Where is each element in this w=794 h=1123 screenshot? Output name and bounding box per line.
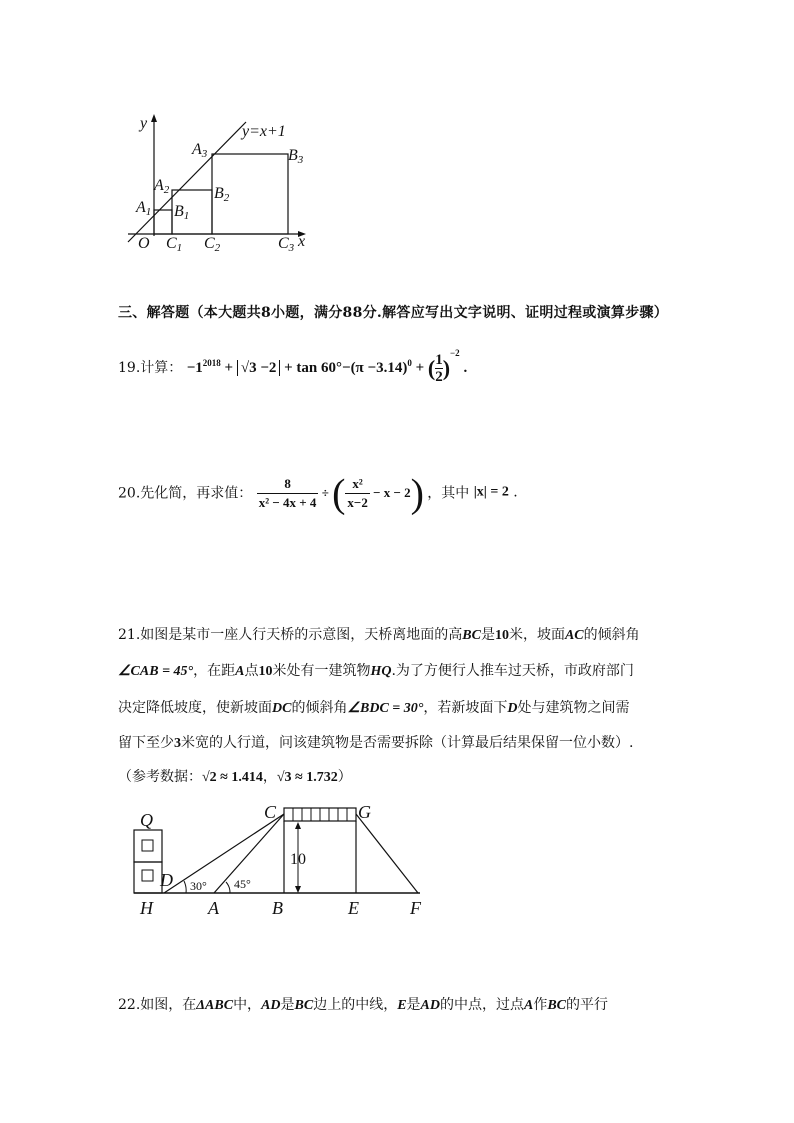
label-D: D [160, 870, 173, 890]
label-C3: C3 [278, 235, 295, 253]
angle-45-arc [226, 882, 230, 893]
q19-label: 19.计算： [118, 360, 183, 376]
window-icon [142, 870, 153, 881]
label-E: E [348, 898, 359, 918]
railing [293, 808, 347, 821]
angle-45-label: 45° [234, 877, 251, 891]
label-C1: C1 [166, 235, 183, 253]
question-19 [118, 348, 467, 385]
building-hq-upper [134, 830, 162, 862]
q21-line-2: ∠CAB = 45°，在距A点10米处有一建筑物HQ.为了方便行人推车过天桥，市政府部门 [118, 663, 634, 679]
angle-30-arc [184, 881, 186, 893]
label-A1: A1 [136, 199, 152, 218]
q20-expression: $\frac{8}{\text{x² − 4x + 4}}$ ÷ ( $\frac{\text{x²}}{x-2}$ − x − 2) [258, 471, 424, 516]
window-icon [142, 840, 153, 851]
label-A3: A3 [192, 141, 208, 160]
origin-label: O [138, 235, 150, 252]
building-hq-lower [134, 862, 162, 893]
label-A2: A2 [154, 177, 170, 196]
label-B: B [272, 898, 283, 918]
slope-gf [356, 814, 418, 893]
q21-line-4: 留下至少3米宽的人行道，问该建筑物是否需要拆除（计算最后结果保留一位小数）. [118, 735, 634, 751]
label-Q: Q [140, 810, 153, 830]
label-C: C [264, 802, 277, 822]
height-label: 10 [290, 851, 306, 868]
label-F: F [410, 898, 421, 918]
q20-condition: |x| = 2 [473, 484, 509, 500]
figure-coordinate-squares [120, 108, 320, 253]
q20-label: 20.先化简，再求值： [118, 485, 253, 502]
line-y-equals-x-plus-1 [128, 122, 246, 242]
label-A: A [208, 898, 219, 918]
q21-line-3: 决定降低坡度，使新坡面DC的倾斜角∠BDC = 30°，若新坡面下D处与建筑物之间需 [118, 700, 630, 716]
q20-condition-prefix: ，其中 [427, 485, 470, 502]
q20-period: . [513, 484, 518, 501]
question-20 [118, 470, 518, 517]
label-B1: B1 [174, 203, 190, 222]
label-G: G [358, 802, 371, 822]
y-axis-label: y [140, 115, 148, 132]
label-B3: B3 [288, 147, 304, 166]
label-B2: B2 [214, 185, 230, 204]
x-axis-label: x [298, 233, 306, 250]
figure-overpass [130, 800, 430, 922]
q21-line-5: （参考数据：√2 ≈ 1.414，√3 ≈ 1.732） [118, 769, 352, 785]
label-H: H [140, 898, 153, 918]
question-22: 22.如图，在ΔABC中，AD是BC边上的中线，E是AD的中点，过点A作BC的平行 [118, 997, 609, 1013]
q19-expression: $-1^{2018} + √3 -2 + \tan 60^\circ-(\pi -3.14)^0$ + ( $\frac{1}{2}$ )$^{-2}$ . [186, 348, 468, 386]
y-axis-arrow [151, 114, 157, 122]
label-C2: C2 [204, 235, 221, 253]
q21-line-1: 21.如图是某市一座人行天桥的示意图，天桥离地面的高BC是10米，坡面AC的倾斜角 [118, 627, 640, 643]
section-title: 三、解答题（本大题共8小题，满分88分.解答应写出文字说明、证明过程或演算步骤） [118, 305, 669, 321]
line-equation-label: y=x+1 [242, 123, 286, 140]
arrow-down-icon [295, 886, 301, 893]
arrow-up-icon [295, 822, 301, 829]
angle-30-label: 30° [190, 879, 207, 893]
